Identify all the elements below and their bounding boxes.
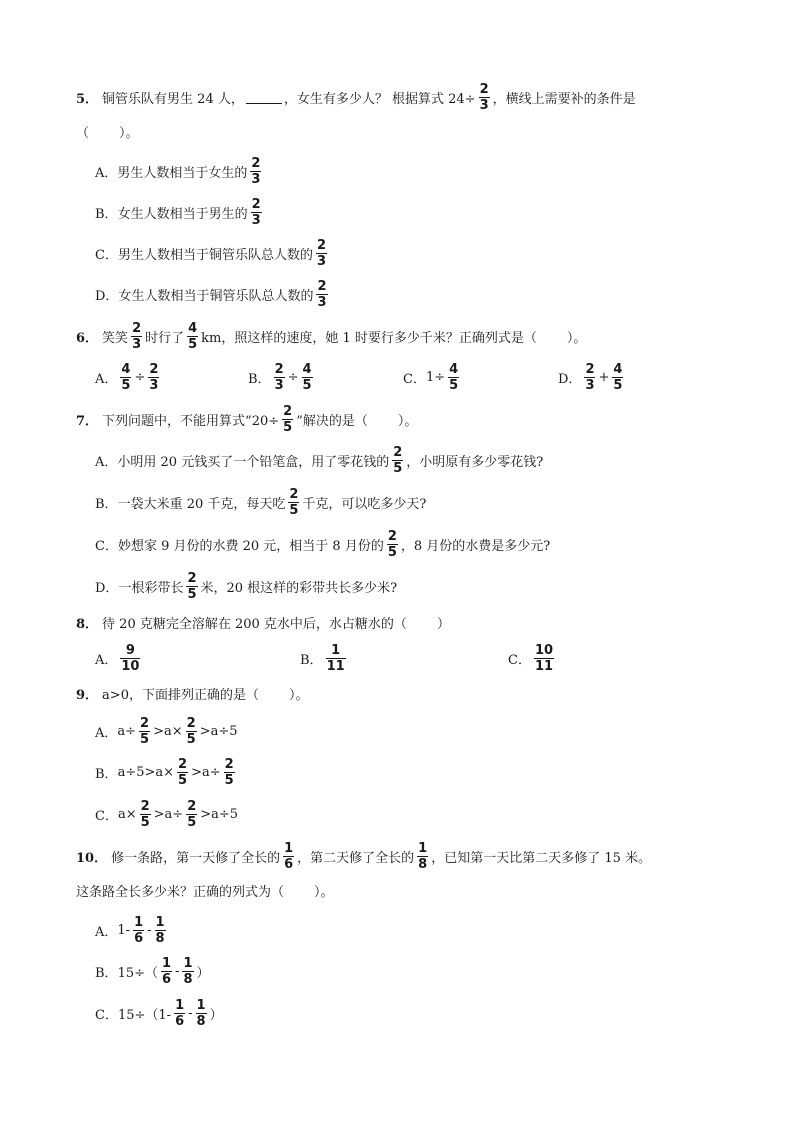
question-5-answer <box>76 111 139 151</box>
fraction: $\frac{1}{6}$ <box>134 914 144 946</box>
option-text: ，小明原有多少零花钱? <box>406 454 544 470</box>
option-label: B． <box>95 766 118 782</box>
fraction: $\frac{1}{8}$ <box>183 955 193 987</box>
option-a[interactable] <box>95 362 162 393</box>
question-text: 时行了 <box>145 330 185 346</box>
question-text: ）。 <box>397 413 418 429</box>
fraction: $\frac{4}{5}$ <box>613 361 623 393</box>
question-text: 铜管乐队有男生 24 人， <box>102 91 244 107</box>
operator: ÷ <box>287 369 299 385</box>
fraction: $\frac{2}{5}$ <box>289 486 299 518</box>
option-c[interactable] <box>95 794 238 834</box>
option-b[interactable] <box>95 192 265 232</box>
option-text: >a÷ <box>153 806 184 822</box>
question-text: ，已知第一天比第二天多修了 15 米。 <box>431 850 652 866</box>
fraction: $\frac{1}{8}$ <box>196 997 206 1029</box>
option-label: A． <box>95 454 118 470</box>
question-6-options <box>95 357 695 397</box>
question-8-options <box>95 638 695 678</box>
fraction: $\frac{2}{5}$ <box>140 798 150 830</box>
operator: + <box>598 369 610 385</box>
question-text: ，横线上需要补的条件是 <box>492 91 636 107</box>
option-label: C． <box>95 538 118 554</box>
question-number: 9． <box>76 687 99 703</box>
option-c[interactable] <box>508 643 557 674</box>
question-number: 10． <box>76 850 108 866</box>
option-c[interactable] <box>95 524 550 564</box>
option-text: 米，20 根这样的彩带共长多少米? <box>200 580 398 596</box>
operator: - <box>188 1005 193 1021</box>
fraction: $\frac{1}{6}$ <box>284 840 294 872</box>
fraction: $\frac{1}{8}$ <box>155 914 165 946</box>
option-label: A． <box>95 165 118 181</box>
fraction: $\frac{2}{3}$ <box>251 196 261 228</box>
operator: - <box>175 963 180 979</box>
fraction: $\frac{2}{3}$ <box>251 155 261 187</box>
option-label: D． <box>558 371 582 387</box>
question-text: 待 20 克糖完全溶解在 200 克水中后，水占糖水的（ <box>102 616 407 632</box>
question-10-line2 <box>76 870 334 910</box>
option-text: 一根彩带长 <box>118 580 184 596</box>
question-text: 这条路全长多少米？正确的列式为（ <box>76 884 285 900</box>
option-a[interactable] <box>95 643 143 674</box>
fraction: $\frac{2}{3}$ <box>479 81 489 113</box>
question-text: a>0，下面排列正确的是（ <box>102 687 259 703</box>
question-6 <box>76 316 586 356</box>
question-5 <box>76 77 636 117</box>
option-label: A． <box>95 371 118 387</box>
option-b[interactable] <box>95 951 210 991</box>
fraction: $\frac{2}{5}$ <box>393 444 403 476</box>
fraction: $\frac{2}{5}$ <box>187 798 197 830</box>
option-c[interactable] <box>95 233 330 273</box>
answer-blank <box>246 90 282 104</box>
option-label: B． <box>95 496 118 512</box>
fraction: $\frac{1}{8}$ <box>418 840 428 872</box>
question-text: ） <box>436 616 450 632</box>
option-b[interactable] <box>300 643 349 674</box>
option-text: ，8 月份的水费是多少元? <box>400 538 551 554</box>
question-text: ”解决的是（ <box>296 413 368 429</box>
option-text: >a÷5 <box>200 806 239 822</box>
fraction: $\frac{2}{3}$ <box>132 320 142 352</box>
option-text: 15÷（1- <box>117 1007 172 1023</box>
option-b[interactable] <box>248 362 316 393</box>
question-text: 下列问题中，不能用算式“20÷ <box>102 413 280 429</box>
question-text: km，照这样的速度，她 1 时要行多少千米？正确列式是（ <box>201 330 537 346</box>
fraction: $\frac{2}{3}$ <box>274 361 284 393</box>
option-text: 妙想家 9 月份的水费 20 元，相当于 8 月份的 <box>117 538 384 554</box>
option-d[interactable] <box>95 566 397 606</box>
option-label: C． <box>95 247 118 263</box>
option-label: A． <box>95 924 118 940</box>
option-text: 小明用 20 元钱买了一个铅笔盒，用了零花钱的 <box>117 454 390 470</box>
question-number: 6． <box>76 330 99 346</box>
question-text: 笑笑 <box>102 330 129 346</box>
option-text: ） <box>209 1007 223 1023</box>
option-text: >a× <box>153 723 183 739</box>
option-a[interactable] <box>95 910 169 950</box>
option-text: >a÷ <box>191 764 221 780</box>
option-b[interactable] <box>95 482 426 522</box>
fraction: $\frac{2}{3}$ <box>316 237 327 269</box>
question-number: 8． <box>76 616 99 632</box>
option-label: C． <box>403 371 426 387</box>
option-text: 一袋大米重 20 千克，每天吃 <box>117 496 286 512</box>
option-label: C． <box>508 652 531 668</box>
option-d[interactable] <box>95 274 331 314</box>
operator: ÷ <box>134 369 146 385</box>
option-text: 1÷ <box>425 369 446 385</box>
option-label: B． <box>248 371 271 387</box>
fraction: $\frac{2}{5}$ <box>387 528 397 560</box>
fraction: $\frac{2}{3}$ <box>149 361 159 393</box>
option-text: 男生人数相当于女生的 <box>117 165 248 181</box>
option-a[interactable] <box>95 440 543 480</box>
option-label: B． <box>95 206 118 222</box>
fraction: $\frac{2}{5}$ <box>283 403 293 435</box>
option-text: 1- <box>117 922 131 938</box>
fraction: $\frac{2}{3}$ <box>317 278 327 310</box>
option-text: a÷ <box>117 723 137 739</box>
question-text: ）。 <box>288 687 309 703</box>
question-text: ，第二天修了全长的 <box>297 850 415 866</box>
fraction: $\frac{9}{10}$ <box>121 642 140 674</box>
option-label: D． <box>95 288 119 304</box>
paren-open: （ <box>76 125 90 141</box>
option-label: C． <box>95 1007 118 1023</box>
option-text: 千克，可以吃多少天? <box>302 496 427 512</box>
fraction: $\frac{2}{5}$ <box>178 756 188 788</box>
option-label: B． <box>300 652 323 668</box>
fraction: $\frac{2}{3}$ <box>585 361 595 393</box>
question-text: ，女生有多少人？ 根据算式 24÷ <box>283 91 476 107</box>
option-a[interactable] <box>95 151 264 191</box>
option-c[interactable] <box>403 362 462 393</box>
option-a[interactable] <box>95 711 238 751</box>
fraction: $\frac{4}{5}$ <box>449 361 459 393</box>
fraction: $\frac{4}{5}$ <box>302 361 312 393</box>
option-label: C． <box>95 808 118 824</box>
option-text: a÷5>a× <box>117 764 175 780</box>
fraction: $\frac{1}{11}$ <box>326 642 345 674</box>
fraction: $\frac{10}{11}$ <box>534 642 554 674</box>
option-text: 女生人数相当于铜管乐队总人数的 <box>118 288 314 304</box>
fraction: $\frac{2}{5}$ <box>140 715 150 747</box>
question-8 <box>76 602 450 642</box>
option-text: a× <box>117 806 137 822</box>
option-c[interactable] <box>95 993 223 1033</box>
option-label: A． <box>95 652 118 668</box>
option-b[interactable] <box>95 752 238 792</box>
fraction: $\frac{2}{5}$ <box>186 715 196 747</box>
operator: - <box>147 922 152 938</box>
option-text: 15÷（ <box>117 965 158 981</box>
fraction: $\frac{4}{5}$ <box>188 320 198 352</box>
option-d[interactable] <box>558 362 626 393</box>
fraction: $\frac{2}{5}$ <box>224 756 234 788</box>
option-text: ） <box>196 965 210 981</box>
option-text: 女生人数相当于男生的 <box>117 206 248 222</box>
question-text: ）。 <box>314 884 334 900</box>
question-number: 7． <box>76 413 99 429</box>
question-text: ）。 <box>566 330 587 346</box>
fraction: $\frac{1}{6}$ <box>175 997 185 1029</box>
fraction: $\frac{4}{5}$ <box>121 361 131 393</box>
paren-close: ）。 <box>119 125 139 141</box>
question-text: 修一条路，第一天修了全长的 <box>111 850 281 866</box>
option-text: 男生人数相当于铜管乐队总人数的 <box>117 247 313 263</box>
option-text: >a÷5 <box>199 723 238 739</box>
question-number: 5． <box>76 91 99 107</box>
question-7 <box>76 399 417 439</box>
option-label: B． <box>95 965 118 981</box>
option-label: A． <box>95 725 118 741</box>
question-9 <box>76 673 308 713</box>
fraction: $\frac{2}{5}$ <box>187 570 197 602</box>
fraction: $\frac{1}{6}$ <box>162 955 172 987</box>
option-label: D． <box>95 580 119 596</box>
